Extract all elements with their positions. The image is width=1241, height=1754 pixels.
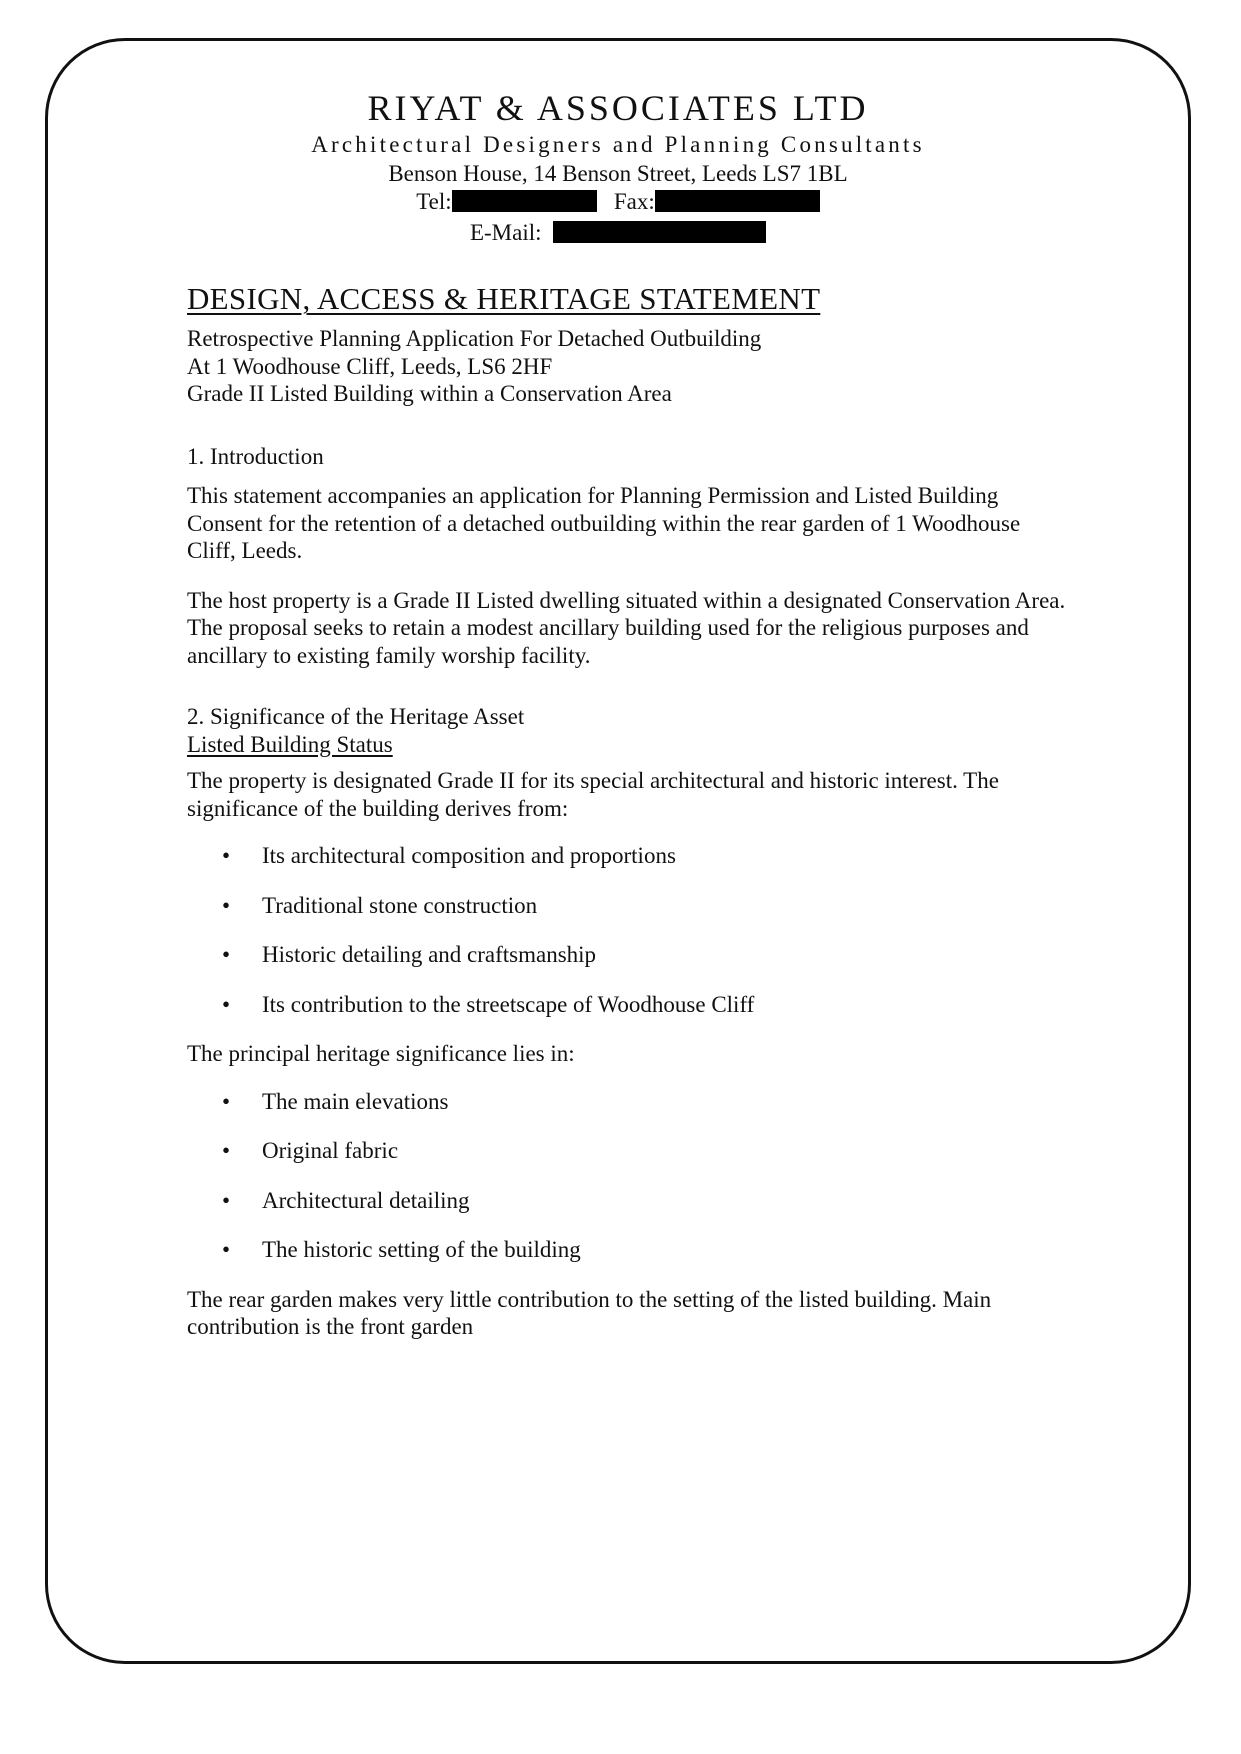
paragraph: This statement accompanies an application for Planning Permission and Listed Building Consent for the retention of a detached outbuilding within the rear garden of 1 Woodhouse Cliff, Leeds. (187, 483, 1021, 563)
bullet-icon: • (222, 942, 231, 967)
bullet-icon: • (222, 892, 231, 918)
paragraph: The property is designated Grade II for its special architectural and historic interest. The significance of the building derives from: (187, 768, 999, 821)
bullet-icon: • (222, 1237, 231, 1262)
document-title: DESIGN, ACCESS & HERITAGE STATEMENT (187, 281, 821, 316)
bullet-icon: • (222, 1187, 231, 1213)
subtitle-line: Retrospective Planning Application For Detached Outbuilding (187, 326, 762, 351)
letterhead (45, 86, 1191, 247)
list-item: • The main elevations (222, 1088, 449, 1114)
company-address: Benson House, 14 Benson Street, Leeds LS7 1BL (388, 161, 848, 186)
phone-fax-line (45, 188, 1191, 216)
list-item: • Its contribution to the streetscape of Woodhouse Cliff (222, 991, 755, 1017)
subheading-listed-building-status: Listed Building Status (187, 731, 393, 757)
list-item: • Historic detailing and craftsmanship (222, 942, 597, 967)
list-item: • The historic setting of the building (222, 1237, 581, 1262)
bullet-icon: • (222, 843, 231, 868)
list-item: • Original fabric (222, 1138, 399, 1163)
subtitle-line: Grade II Listed Building within a Conservation Area (187, 381, 672, 406)
company-name: RIYAT & ASSOCIATES LTD (367, 88, 869, 128)
document-body (187, 281, 1067, 1341)
tel-label: Tel: (416, 189, 452, 214)
email-redaction (553, 221, 766, 243)
bullet-icon: • (222, 1138, 231, 1163)
bullet-icon: • (222, 1088, 231, 1114)
tel-redaction (452, 190, 597, 212)
paragraph: The rear garden makes very little contribution to the setting of the listed building. Main contribution is the front garden (187, 1286, 992, 1339)
fax-label: Fax: (613, 189, 655, 214)
list-item: • Its architectural composition and proportions (222, 843, 676, 868)
company-tagline: Architectural Designers and Planning Consultants (311, 132, 925, 157)
subtitle-line: At 1 Woodhouse Cliff, Leeds, LS6 2HF (187, 353, 553, 379)
principal-significance-list (187, 1088, 1067, 1264)
fax-redaction (655, 190, 820, 212)
significance-list (187, 842, 1067, 1018)
bullet-icon: • (222, 991, 231, 1017)
email-line (45, 219, 1191, 247)
list-item: • Architectural detailing (222, 1187, 470, 1213)
email-label: E-Mail: (469, 220, 542, 245)
paragraph: The principal heritage significance lies in: (187, 1041, 575, 1066)
paragraph: The host property is a Grade II Listed dwelling situated within a designated Conservation Area. The proposal seeks to retain a modest ancillary building used for the religious purposes and ancillary to existing family worship facility. (187, 587, 1066, 668)
section-heading-introduction: 1. Introduction (187, 443, 324, 469)
section-heading-significance: 2. Significance of the Heritage Asset (187, 704, 525, 729)
list-item: • Traditional stone construction (222, 892, 538, 918)
